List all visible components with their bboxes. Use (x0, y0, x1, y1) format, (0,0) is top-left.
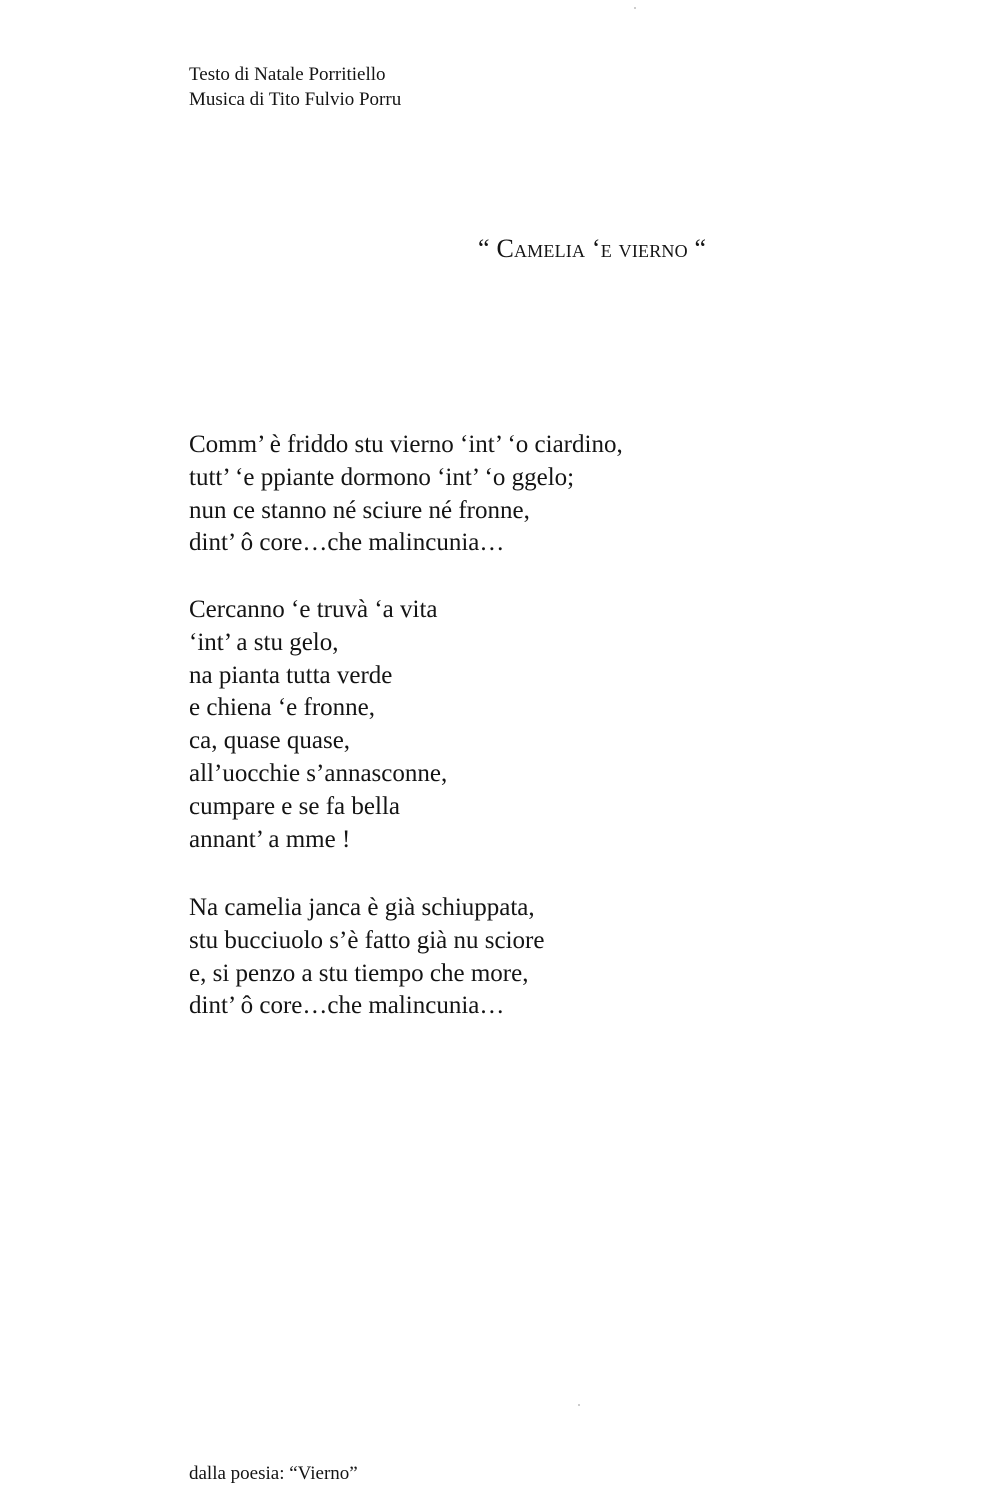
stanza-2 (189, 594, 447, 856)
stanza-3 (189, 892, 544, 1023)
scan-speck (634, 7, 636, 9)
verse-line: na pianta tutta verde (189, 661, 393, 689)
verse-line: Cercanno ‘e truvà ‘a vita (189, 596, 438, 623)
verse-line: e chiena ‘e fronne, (189, 694, 375, 722)
verse-line: dint’ ô core…che malincunia… (189, 992, 505, 1020)
verse-line: Na camelia janca è già schiuppata, (189, 894, 535, 921)
verse-line: e, si penzo a stu tiempo che more, (189, 959, 529, 987)
verse-line: annant’ a mme ! (189, 825, 351, 853)
verse-line: nun ce stanno né sciure né fronne, (189, 496, 530, 524)
page-title: “ Camelia ‘e vierno “ (478, 234, 707, 263)
verse-line: tutt’ ‘e ppiante dormono ‘int’ ‘o ggelo; (189, 463, 575, 491)
source-note: dalla poesia: “Vierno” (189, 1463, 358, 1484)
verse-line: ‘int’ a stu gelo, (189, 628, 339, 656)
credits-block (189, 62, 401, 112)
verse-line: stu bucciuolo s’è fatto già nu sciore (189, 926, 545, 954)
scan-speck (578, 1404, 580, 1406)
verse-line: cumpare e se fa bella (189, 792, 400, 820)
verse-line: ca, quase quase, (189, 727, 351, 755)
verse-line: all’uocchie s’annasconne, (189, 759, 448, 787)
music-credit: Musica di Tito Fulvio Porru (189, 89, 402, 110)
verse-line: Comm’ è friddo stu vierno ‘int’ ‘o ciardino, (189, 431, 623, 458)
verse-line: dint’ ô core…che malincunia… (189, 529, 505, 557)
lyrics-credit: Testo di Natale Porritiello (189, 64, 386, 85)
stanza-1 (189, 429, 623, 560)
